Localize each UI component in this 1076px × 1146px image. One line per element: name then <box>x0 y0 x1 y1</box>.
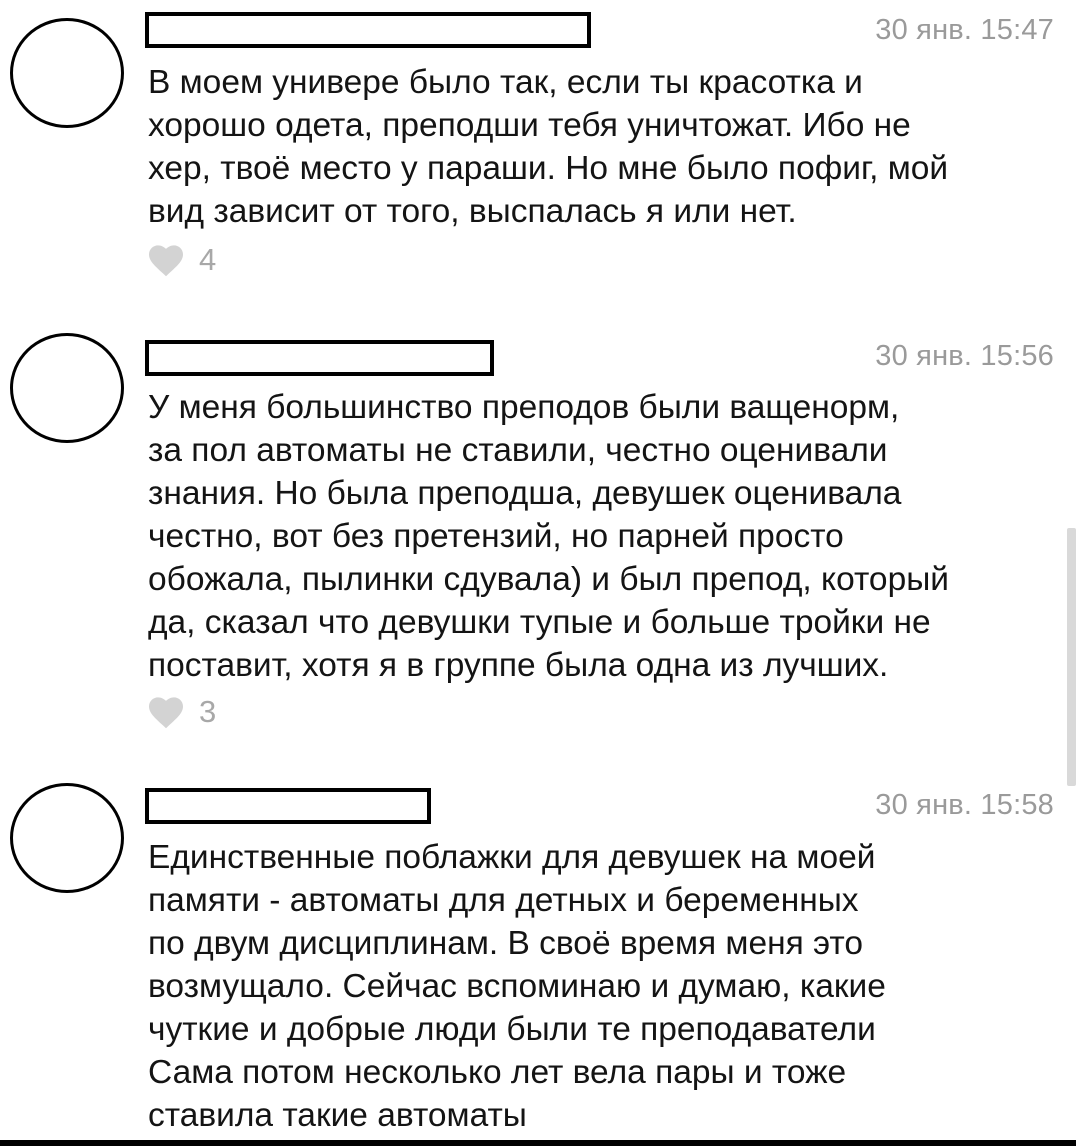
author-name-redacted[interactable] <box>145 340 494 376</box>
comment-text-line: да, сказал что девушки тупые и больше тройки не <box>148 604 931 641</box>
comment-text-line: знания. Но была преподша, девушек оценивала <box>148 475 902 512</box>
bottom-divider <box>0 1140 1076 1146</box>
comment-text-line: честно, вот без претензий, но парней просто <box>148 518 844 555</box>
comment-text-line: за пол автоматы не ставили, честно оценивали <box>148 432 888 469</box>
like-count: 4 <box>199 242 217 277</box>
like-button[interactable] <box>147 242 216 278</box>
heart-icon <box>147 695 185 729</box>
comment-timestamp: 30 янв. 15:58 <box>875 789 1054 821</box>
comment-text-line: В моем универе было так, если ты красотка и <box>148 64 863 101</box>
comment-text-line: ставила такие автоматы <box>148 1097 527 1134</box>
heart-icon <box>147 243 185 277</box>
comment-text-line: У меня большинство преподов были ващенорм, <box>148 389 900 426</box>
avatar[interactable] <box>10 18 124 128</box>
comment-text-line: поставит, хотя я в группе была одна из лучших. <box>148 647 889 684</box>
comment-text-line: Единственные поблажки для девушек на моей <box>148 839 876 876</box>
like-count: 3 <box>199 694 217 729</box>
comment-text-line: вид зависит от того, выспалась я или нет. <box>148 193 797 230</box>
comment-text-line: хорошо одета, преподши тебя уничтожат. Ибо не <box>148 107 911 144</box>
comment-text-line: памяти - автоматы для детных и беременных <box>148 882 859 919</box>
scrollbar[interactable] <box>1067 528 1076 786</box>
comment-text-line: Сама потом несколько лет вела пары и тоже <box>148 1054 847 1091</box>
avatar[interactable] <box>10 333 124 443</box>
comment-text-line: чуткие и добрые люди были те преподаватели <box>148 1011 876 1048</box>
comment-text <box>148 836 1048 1137</box>
author-name-redacted[interactable] <box>145 788 431 824</box>
avatar[interactable] <box>10 783 124 893</box>
author-name-redacted[interactable] <box>145 12 591 48</box>
comment-timestamp: 30 янв. 15:47 <box>875 14 1054 46</box>
comment-text-line: хер, твоё место у параши. Но мне было пофиг, мой <box>148 150 949 187</box>
comment-text-line: обожала, пылинки сдувала) и был препод, который <box>148 561 949 598</box>
comment-text <box>148 61 1048 233</box>
comment-text-line: по двум дисциплинам. В своё время меня это <box>148 925 863 962</box>
comment-text-line: возмущало. Сейчас вспоминаю и думаю, какие <box>148 968 886 1005</box>
comment-text <box>148 386 1048 687</box>
like-button[interactable] <box>147 694 216 730</box>
comment-timestamp: 30 янв. 15:56 <box>875 340 1054 372</box>
